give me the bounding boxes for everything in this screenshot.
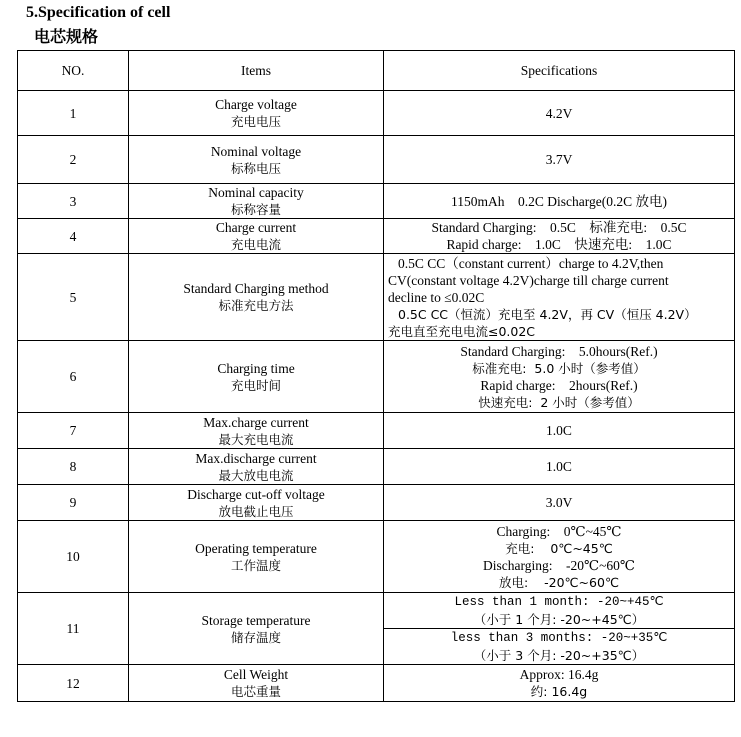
spec-line: Standard Charging: 5.0hours(Ref.) (460, 343, 658, 359)
table-row (18, 413, 735, 449)
row-number: 5 (18, 254, 129, 341)
spec-line: 充电: 0℃~45℃ (505, 540, 613, 556)
row-number: 12 (18, 665, 129, 702)
item-en: Charge current (215, 220, 297, 235)
row-number: 11 (18, 593, 129, 665)
table-row (18, 341, 735, 413)
table-row (18, 485, 735, 521)
item-en: Discharge cut-off voltage (187, 486, 325, 502)
spec-line: 标准充电: 5.0 小时（参考值） (472, 360, 646, 376)
table-row (18, 136, 735, 184)
spec-line: decline to ≤0.02C (388, 289, 485, 305)
header-specifications: Specifications (384, 51, 735, 91)
header-items: Items (129, 51, 384, 91)
section-title: 5.Specification of cell (26, 4, 171, 21)
row-number: 9 (18, 485, 129, 521)
table-row (18, 91, 735, 136)
spec-line: 1150mAh 0.2C Discharge(0.2C 放电) (451, 193, 667, 209)
item-en: Standard Charging method (183, 281, 329, 296)
spec-line: 快速充电: 2 小时（参考值） (478, 394, 640, 410)
table-row (18, 521, 735, 593)
spec-cell (384, 91, 735, 136)
spec-cell (384, 665, 735, 702)
item-en: Charging time (217, 360, 295, 376)
spec-line: Charging: 0℃~45℃ (496, 523, 622, 539)
spec-line: 3.0V (545, 495, 573, 510)
row-number: 2 (18, 136, 129, 184)
item-cn: 储存温度 (230, 629, 281, 645)
table-row (18, 219, 735, 254)
spec-line: Approx: 16.4g (519, 667, 599, 682)
row-number: 6 (18, 341, 129, 413)
item-cn: 标称电压 (230, 160, 281, 176)
row-number: 10 (18, 521, 129, 593)
spec-line: 约: 16.4g (530, 684, 588, 699)
row-number: 8 (18, 449, 129, 485)
spec-line: 充电直至充电电流≤0.02C (388, 323, 536, 339)
item-cell (129, 91, 384, 136)
item-en: Operating temperature (195, 540, 317, 556)
item-cell (129, 485, 384, 521)
item-en: Storage temperature (201, 612, 311, 628)
row-number: 1 (18, 91, 129, 136)
item-cell (129, 341, 384, 413)
item-en: Max.discharge current (195, 450, 317, 466)
spec-line: less than 3 months: -20~+35℃ (450, 630, 668, 645)
item-cn: 充电电流 (230, 237, 281, 252)
item-cell (129, 413, 384, 449)
spec-line: Less than 1 month: -20~+45℃ (454, 594, 664, 609)
item-en: Max.charge current (203, 414, 309, 430)
item-cell (129, 184, 384, 219)
spec-line: Standard Charging: 0.5C 标准充电: 0.5C (431, 220, 687, 235)
item-en: Charge voltage (215, 97, 297, 112)
item-cell (129, 449, 384, 485)
spec-line: 放电: -20℃~60℃ (499, 574, 619, 590)
spec-line: 0.5C CC（恒流）充电至 4.2V，再 CV（恒压 4.2V） (398, 306, 697, 322)
item-cell (129, 665, 384, 702)
item-cn: 标准充电方法 (218, 298, 294, 313)
item-cn: 放电截止电压 (218, 503, 294, 519)
spec-line: Discharging: -20℃~60℃ (483, 557, 635, 573)
spec-cell (384, 485, 735, 521)
header-no: NO. (18, 51, 129, 91)
spec-line: Rapid charge: 2hours(Ref.) (480, 377, 638, 393)
specification-table (17, 50, 735, 702)
spec-cell (384, 254, 735, 341)
item-cell (129, 593, 384, 665)
item-cn: 工作温度 (230, 557, 281, 573)
item-cell (129, 521, 384, 593)
spec-cell (384, 219, 735, 254)
item-cn: 充电电压 (230, 114, 281, 129)
spec-cell (384, 521, 735, 593)
table-row (18, 254, 735, 341)
item-cn: 充电时间 (230, 377, 281, 393)
spec-line: 4.2V (545, 105, 573, 121)
table-row (18, 449, 735, 485)
row-number: 3 (18, 184, 129, 219)
spec-cell-top (384, 593, 735, 629)
row-number: 7 (18, 413, 129, 449)
spec-line: 0.5C CC（constant current）charge to 4.2V,then (398, 255, 664, 271)
spec-cell (384, 184, 735, 219)
item-cn: 电芯重量 (230, 684, 281, 699)
item-cn: 最大充电电流 (218, 431, 294, 447)
item-en: Nominal capacity (208, 185, 304, 200)
spec-cell-bottom (384, 629, 735, 665)
spec-line: 3.7V (545, 152, 573, 167)
spec-line: Rapid charge: 1.0C 快速充电: 1.0C (446, 237, 672, 252)
row-number: 4 (18, 219, 129, 254)
item-cn: 最大放电电流 (218, 467, 294, 483)
spec-line: （小于 1 个月: -20~+45℃） (473, 611, 645, 627)
spec-line: 1.0C (546, 423, 572, 438)
item-cell (129, 136, 384, 184)
item-en: Cell Weight (223, 667, 289, 682)
spec-line: 1.0C (546, 459, 572, 474)
spec-line: （小于 3 个月: -20~+35℃） (473, 647, 645, 663)
spec-cell (384, 341, 735, 413)
spec-cell (384, 413, 735, 449)
item-cell (129, 254, 384, 341)
item-cell (129, 219, 384, 254)
table-row (18, 593, 735, 629)
table-row (18, 665, 735, 702)
spec-line: CV(constant voltage 4.2V)charge till charge current (388, 272, 669, 288)
spec-cell (384, 136, 735, 184)
item-en: Nominal voltage (210, 143, 302, 159)
table-row (18, 184, 735, 219)
item-cn: 标称容量 (230, 202, 281, 217)
table-header-row (18, 51, 735, 91)
section-title-cn: 电芯规格 (34, 27, 99, 46)
spec-cell (384, 449, 735, 485)
